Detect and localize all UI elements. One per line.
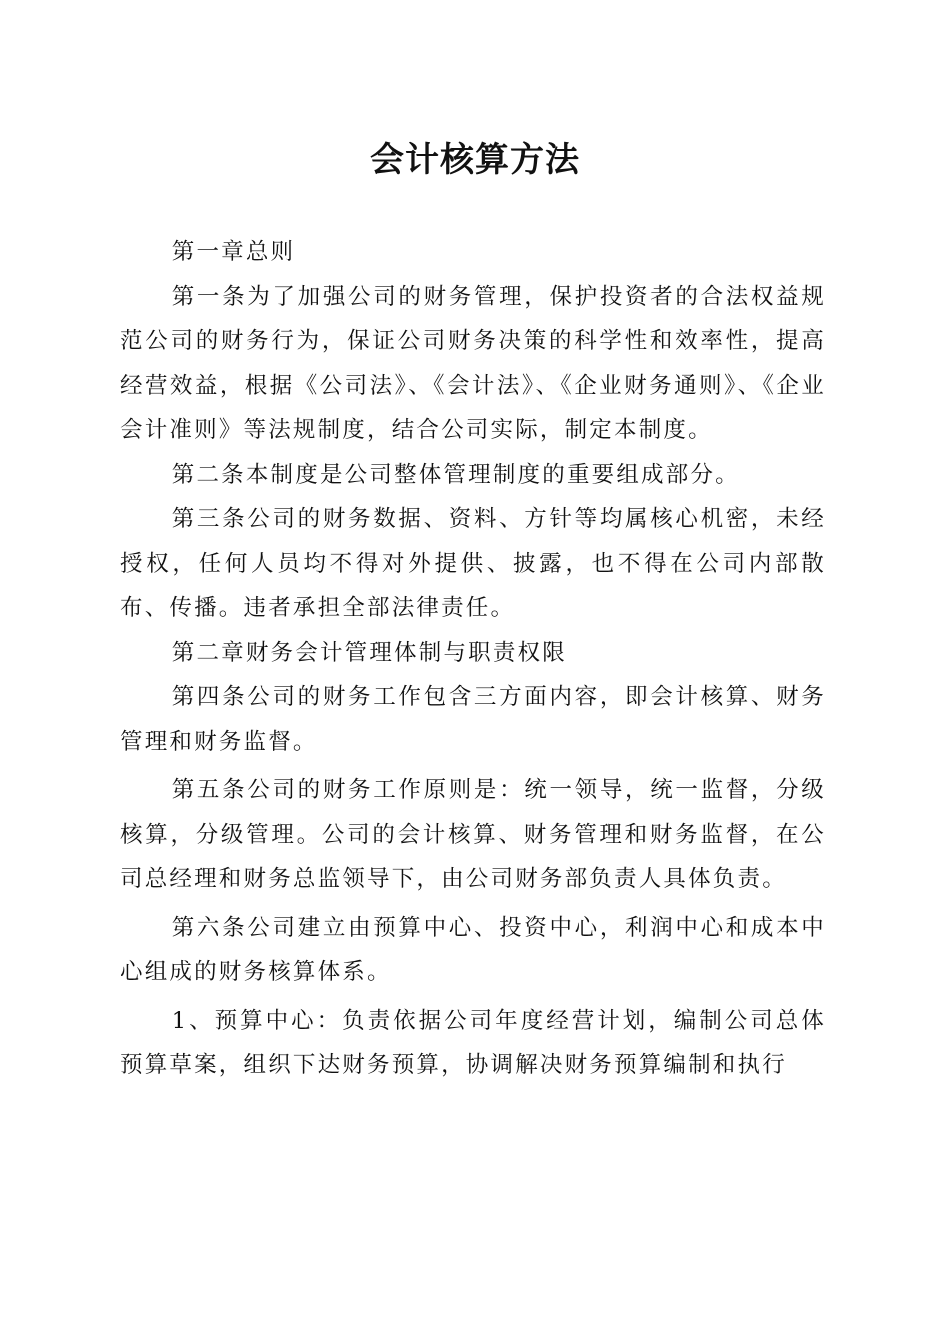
article-paragraph: 第五条公司的财务工作原则是：统一领导，统一监督，分级核算，分级管理。公司的会计核算、财务管理和财务监督，在公司总经理和财务总监领导下，由公司财务部负责人具体负责。 — [120, 777, 826, 892]
list-item-paragraph: 1、预算中心：负责依据公司年度经营计划，编制公司总体预算草案，组织下达财务预算，协调解决财务预算编制和执行 — [120, 1007, 826, 1078]
chapter-heading: 第二章财务会计管理体制与职责权限 — [171, 639, 567, 666]
document-body — [120, 230, 826, 1088]
article-paragraph: 第六条公司建立由预算中心、投资中心，利润中心和成本中心组成的财务核算体系。 — [120, 914, 826, 985]
article-paragraph: 第一条为了加强公司的财务管理，保护投资者的合法权益规范公司的财务行为，保证公司财务决策的科学性和效率性，提高经营效益，根据《公司法》、《会计法》、《企业财务通则》、《企业会计准则》等法规制度，结合公司实际，制定本制度。 — [120, 283, 826, 443]
document-title: 会计核算方法 — [370, 140, 580, 180]
article-paragraph: 第二条本制度是公司整体管理制度的重要组成部分。 — [171, 461, 740, 488]
article-paragraph: 第三条公司的财务数据、资料、方针等均属核心机密，未经授权，任何人员均不得对外提供、披露，也不得在公司内部散布、传播。违者承担全部法律责任。 — [120, 506, 826, 621]
chapter-heading: 第一章总则 — [171, 239, 296, 265]
article-paragraph: 第四条公司的财务工作包含三方面内容，即会计核算、财务管理和财务监督。 — [120, 684, 826, 755]
